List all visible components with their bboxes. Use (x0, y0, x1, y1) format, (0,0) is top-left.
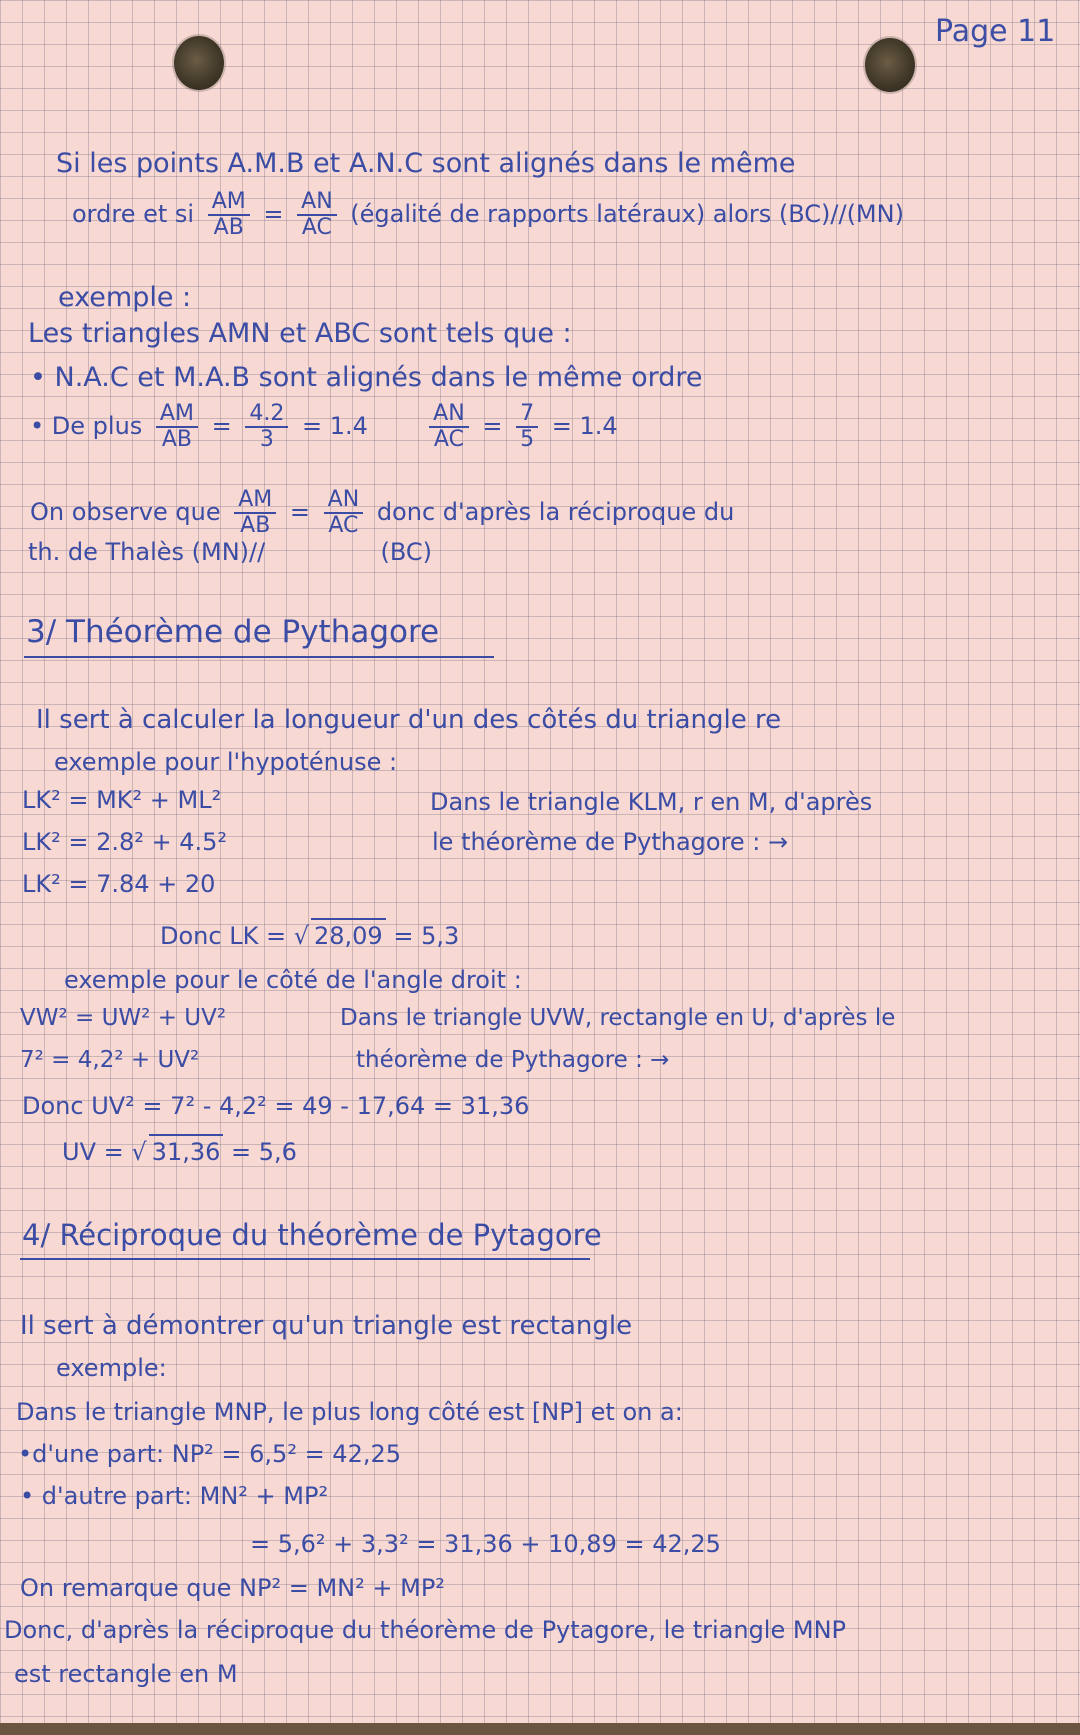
sqrt-radicand: 31,36 (149, 1134, 224, 1168)
example-right-angle: exemple pour le côté de l'angle droit : (64, 966, 522, 994)
observation-line-1 (30, 488, 734, 538)
calc-line-2: LK² = 2.8² + 4.5² (22, 828, 228, 856)
page-bottom-edge (0, 1723, 1080, 1735)
reciproque-line-2: •d'une part: NP² = 6,5² = 42,25 (18, 1440, 402, 1468)
fraction-numerator: 7 (516, 402, 538, 428)
calc2-line-4 (62, 1134, 297, 1168)
fraction-am-ab (208, 190, 250, 240)
fraction-denominator: AC (328, 513, 359, 538)
fraction-denominator: AB (240, 513, 271, 538)
thales-line-2 (72, 190, 904, 240)
example-1-line-3-start: • De plus (30, 412, 143, 440)
reciproque-intro: Il sert à démontrer qu'un triangle est rectangle (20, 1311, 633, 1341)
reciproque-line-4: = 5,6² + 3,3² = 31,36 + 10,89 = 42,25 (250, 1530, 721, 1558)
fraction-denominator: AC (433, 427, 464, 452)
ratio-value: = 1.4 (551, 412, 618, 440)
reciproque-line-5: On remarque que NP² = MN² + MP² (20, 1574, 445, 1602)
reciproque-line-3: • d'autre part: MN² + MP² (20, 1482, 329, 1510)
thales-line-2-start: ordre et si (72, 200, 195, 228)
example-hypotenuse: exemple pour l'hypoténuse : (54, 748, 398, 776)
reciproque-line-6: Donc, d'après la réciproque du théorème de Pytagore, le triangle MNP (4, 1616, 846, 1644)
calc2-line-4-start: UV = (62, 1138, 124, 1166)
fraction-numerator: AN (429, 402, 469, 428)
fraction-denominator: AB (161, 427, 193, 452)
pythagore-intro: Il sert à calculer la longueur d'un des côtés du triangle re (36, 705, 782, 735)
observation-start: On observe que (30, 498, 221, 526)
observation-line-2 (28, 536, 432, 568)
fraction (429, 402, 469, 452)
fraction-numerator: AM (156, 402, 198, 428)
section-3-underline (24, 656, 494, 658)
fraction-denominator: AC (301, 215, 332, 240)
example-1-title: exemple : (58, 282, 192, 313)
observation-bc: (BC) (380, 538, 433, 566)
punch-hole-left (174, 36, 224, 90)
sqrt-radicand: 28,09 (311, 918, 386, 952)
calc-line-3: LK² = 7.84 + 20 (22, 870, 216, 898)
observation-conclusion: th. de Thalès (MN)// (28, 538, 266, 566)
calc2-line-2: 7² = 4,2² + UV² (20, 1047, 200, 1073)
fraction (245, 402, 288, 452)
calc-line-4-result: = 5,3 (393, 922, 460, 950)
punch-hole-right (865, 38, 915, 92)
fraction-an-ac (297, 190, 337, 240)
note-line-1: Dans le triangle KLM, r en M, d'après (430, 788, 873, 816)
fraction-numerator: 4.2 (245, 402, 288, 428)
fraction-numerator: AN (324, 488, 364, 514)
section-4-underline (20, 1258, 590, 1260)
reciproque-example: exemple: (56, 1354, 167, 1382)
equals-sign: = (211, 412, 232, 440)
example-1-line-1: Les triangles AMN et ABC sont tels que : (28, 318, 572, 349)
fraction-numerator: AM (208, 190, 250, 216)
page-number: Page 11 (935, 14, 1056, 49)
calc2-line-1: VW² = UW² + UV² (20, 1005, 227, 1031)
reciproque-line-1: Dans le triangle MNP, le plus long côté est [NP] et on a: (16, 1398, 683, 1426)
sqrt-symbol: √ (131, 1138, 147, 1166)
fraction-denominator: 3 (259, 427, 274, 452)
example-1-line-3 (30, 402, 618, 452)
calc-line-4 (160, 918, 459, 952)
fraction-denominator: 5 (520, 427, 535, 452)
thales-line-2-end: (égalité de rapports latéraux) alors (BC)//(MN) (350, 200, 904, 228)
note-line-4: théorème de Pythagore : → (356, 1047, 670, 1073)
fraction (156, 402, 198, 452)
calc-line-1: LK² = MK² + ML² (22, 786, 222, 814)
note-line-3: Dans le triangle UVW, rectangle en U, d'après le (340, 1005, 896, 1031)
thales-line-1: Si les points A.M.B et A.N.C sont alignés dans le même (56, 148, 796, 179)
fraction-numerator: AM (234, 488, 276, 514)
example-1-line-2: • N.A.C et M.A.B sont alignés dans le même ordre (30, 362, 703, 393)
equals-sign: = (289, 498, 311, 526)
sqrt-symbol: √ (293, 922, 309, 950)
equals-sign: = (482, 412, 503, 440)
calc2-line-4-result: = 5,6 (231, 1138, 297, 1166)
ratio-value: = 1.4 (301, 412, 368, 440)
fraction-numerator: AN (297, 190, 337, 216)
equals-sign: = (263, 200, 284, 228)
fraction (516, 402, 538, 452)
note-line-2: le théorème de Pythagore : → (432, 828, 789, 856)
section-3-heading: 3/ Théorème de Pythagore (26, 614, 440, 650)
fraction (234, 488, 276, 538)
observation-end: donc d'après la réciproque du (376, 498, 735, 526)
fraction-denominator: AB (213, 215, 244, 240)
calc2-line-3: Donc UV² = 7² - 4,2² = 49 - 17,64 = 31,36 (22, 1092, 530, 1120)
fraction (324, 488, 364, 538)
reciproque-line-7: est rectangle en M (14, 1660, 238, 1688)
calc-line-4-start: Donc LK = (160, 922, 287, 950)
section-4-heading: 4/ Réciproque du théorème de Pytagore (22, 1218, 602, 1252)
